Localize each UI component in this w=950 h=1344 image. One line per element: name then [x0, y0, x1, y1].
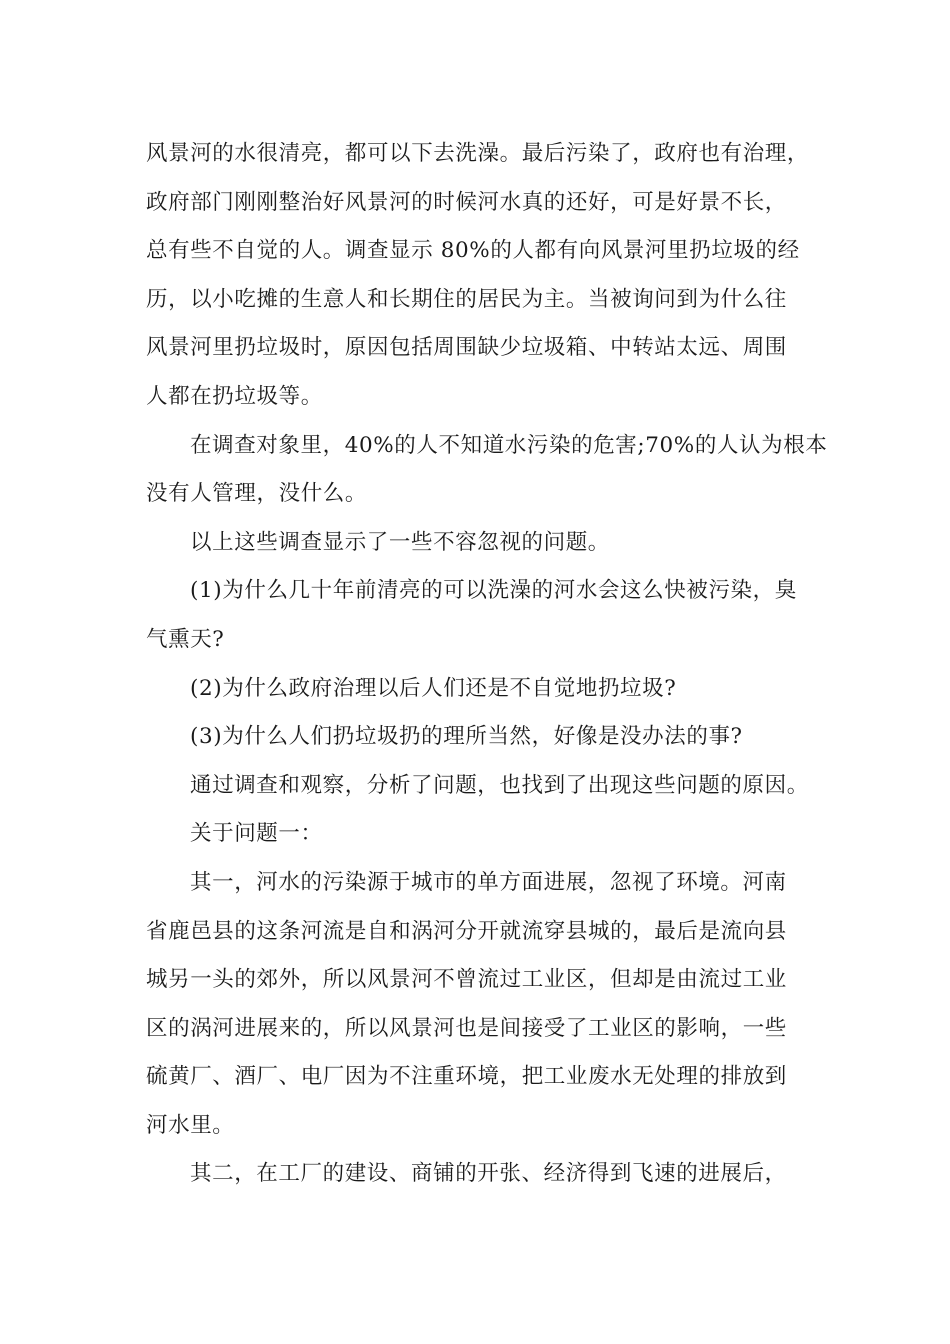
text-line: 气熏天?	[146, 626, 225, 652]
text-line: 在调查对象里，40%的人不知道水污染的危害;70%的人认为根本	[190, 432, 828, 458]
text-line: 硫黄厂、酒厂、电厂因为不注重环境，把工业废水无处理的排放到	[146, 1064, 787, 1090]
text-line: 政府部门刚刚整治好风景河的时候河水真的还好，可是好景不长，	[146, 189, 787, 215]
text-line: 省鹿邑县的这条河流是自和涡河分开就流穿县城的，最后是流向县	[146, 918, 787, 944]
text-line: 其二，在工厂的建设、商铺的开张、经济得到飞速的进展后，	[190, 1161, 787, 1187]
text-line: (1)为什么几十年前清亮的可以洗澡的河水会这么快被污染，臭	[190, 578, 797, 604]
text-line: 关于问题一：	[190, 821, 323, 847]
text-line: 风景河的水很清亮，都可以下去洗澡。最后污染了，政府也有治理，	[146, 141, 810, 166]
text-line: (2)为什么政府治理以后人们还是不自觉地扔垃圾?	[190, 675, 677, 701]
text-line: 总有些不自觉的人。调查显示 80%的人都有向风景河里扔垃圾的经	[146, 238, 800, 264]
text-line: (3)为什么人们扔垃圾扔的理所当然，好像是没办法的事?	[190, 724, 743, 750]
text-line: 区的涡河进展来的，所以风景河也是间接受了工业区的影响，一些	[146, 1015, 787, 1041]
text-line: 通过调查和观察，分析了问题，也找到了出现这些问题的原因。	[190, 772, 809, 798]
text-line: 以上这些调查显示了一些不容忽视的问题。	[190, 529, 610, 555]
text-line: 河水里。	[146, 1112, 235, 1138]
text-line: 风景河里扔垃圾时，原因包括周围缺少垃圾箱、中转站太远、周围	[146, 335, 787, 361]
text-line: 没有人管理，没什么。	[146, 481, 368, 507]
document-body	[146, 130, 828, 1199]
text-line: 历，以小吃摊的生意人和长期住的居民为主。当被询问到为什么往	[146, 286, 787, 312]
text-line: 其一，河水的污染源于城市的单方面进展，忽视了环境。河南	[190, 869, 787, 895]
text-line: 城另一头的郊外，所以风景河不曾流过工业区，但却是由流过工业	[146, 967, 787, 993]
text-line: 人都在扔垃圾等。	[146, 383, 323, 409]
